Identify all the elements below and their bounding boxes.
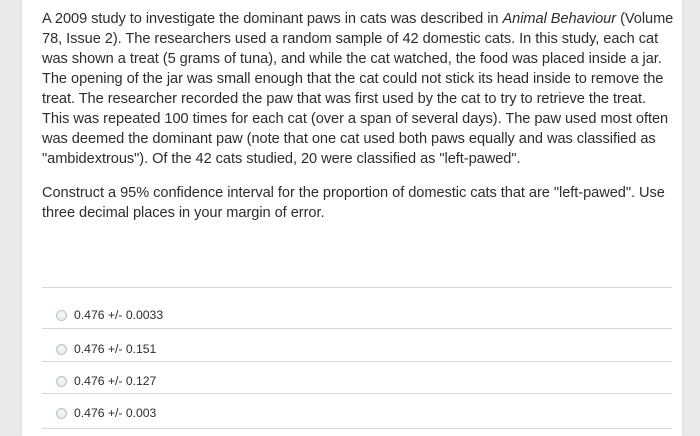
radio-button-icon[interactable] [56, 310, 67, 321]
answer-option-label: 0.476 +/- 0.151 [74, 342, 157, 356]
radio-button-icon[interactable] [56, 344, 67, 355]
answer-option-label: 0.476 +/- 0.003 [74, 406, 157, 420]
question-prompt: Construct a 95% confidence interval for the proportion of domestic cats that are "left-pawed". Use three decimal places in your margin of error. [42, 185, 665, 221]
question-panel [22, 0, 682, 436]
journal-title: Animal Behaviour [502, 11, 617, 27]
answer-option-label: 0.476 +/- 0.0033 [74, 308, 164, 322]
answer-option-3[interactable] [56, 371, 156, 391]
divider [42, 393, 672, 394]
divider [42, 328, 672, 329]
question-text-part1: A 2009 study to investigate the dominant paws in cats was described in [42, 11, 503, 27]
divider-bottom [42, 428, 672, 429]
answer-option-label: 0.476 +/- 0.127 [74, 374, 157, 388]
answer-option-4[interactable] [56, 403, 156, 423]
question-text-part2: (Volume 78, Issue 2). The researchers used a random sample of 42 domestic cats. In this study, each cat was shown a treat (5 grams of tuna), and while the cat watched, the food was placed inside a jar. The opening of the jar was small enough that the cat could not stick its head inside to remove the treat. The researcher recorded the paw that was first used by the cat to try to retrieve the treat. This was repeated 100 times for each cat (over a span of several days). The paw used most often was deemed the dominant paw (note that one cat used both paws equally and was classified as "ambidextrous"). Of the 42 cats studied, 20 were classified as "left-pawed". [42, 11, 674, 167]
divider [42, 361, 672, 362]
question-text [42, 9, 674, 223]
answer-option-1[interactable] [56, 305, 163, 325]
radio-button-icon[interactable] [56, 376, 67, 387]
answer-option-2[interactable] [56, 339, 156, 359]
divider-top [42, 287, 672, 288]
radio-button-icon[interactable] [56, 408, 67, 419]
question-body [42, 9, 674, 169]
